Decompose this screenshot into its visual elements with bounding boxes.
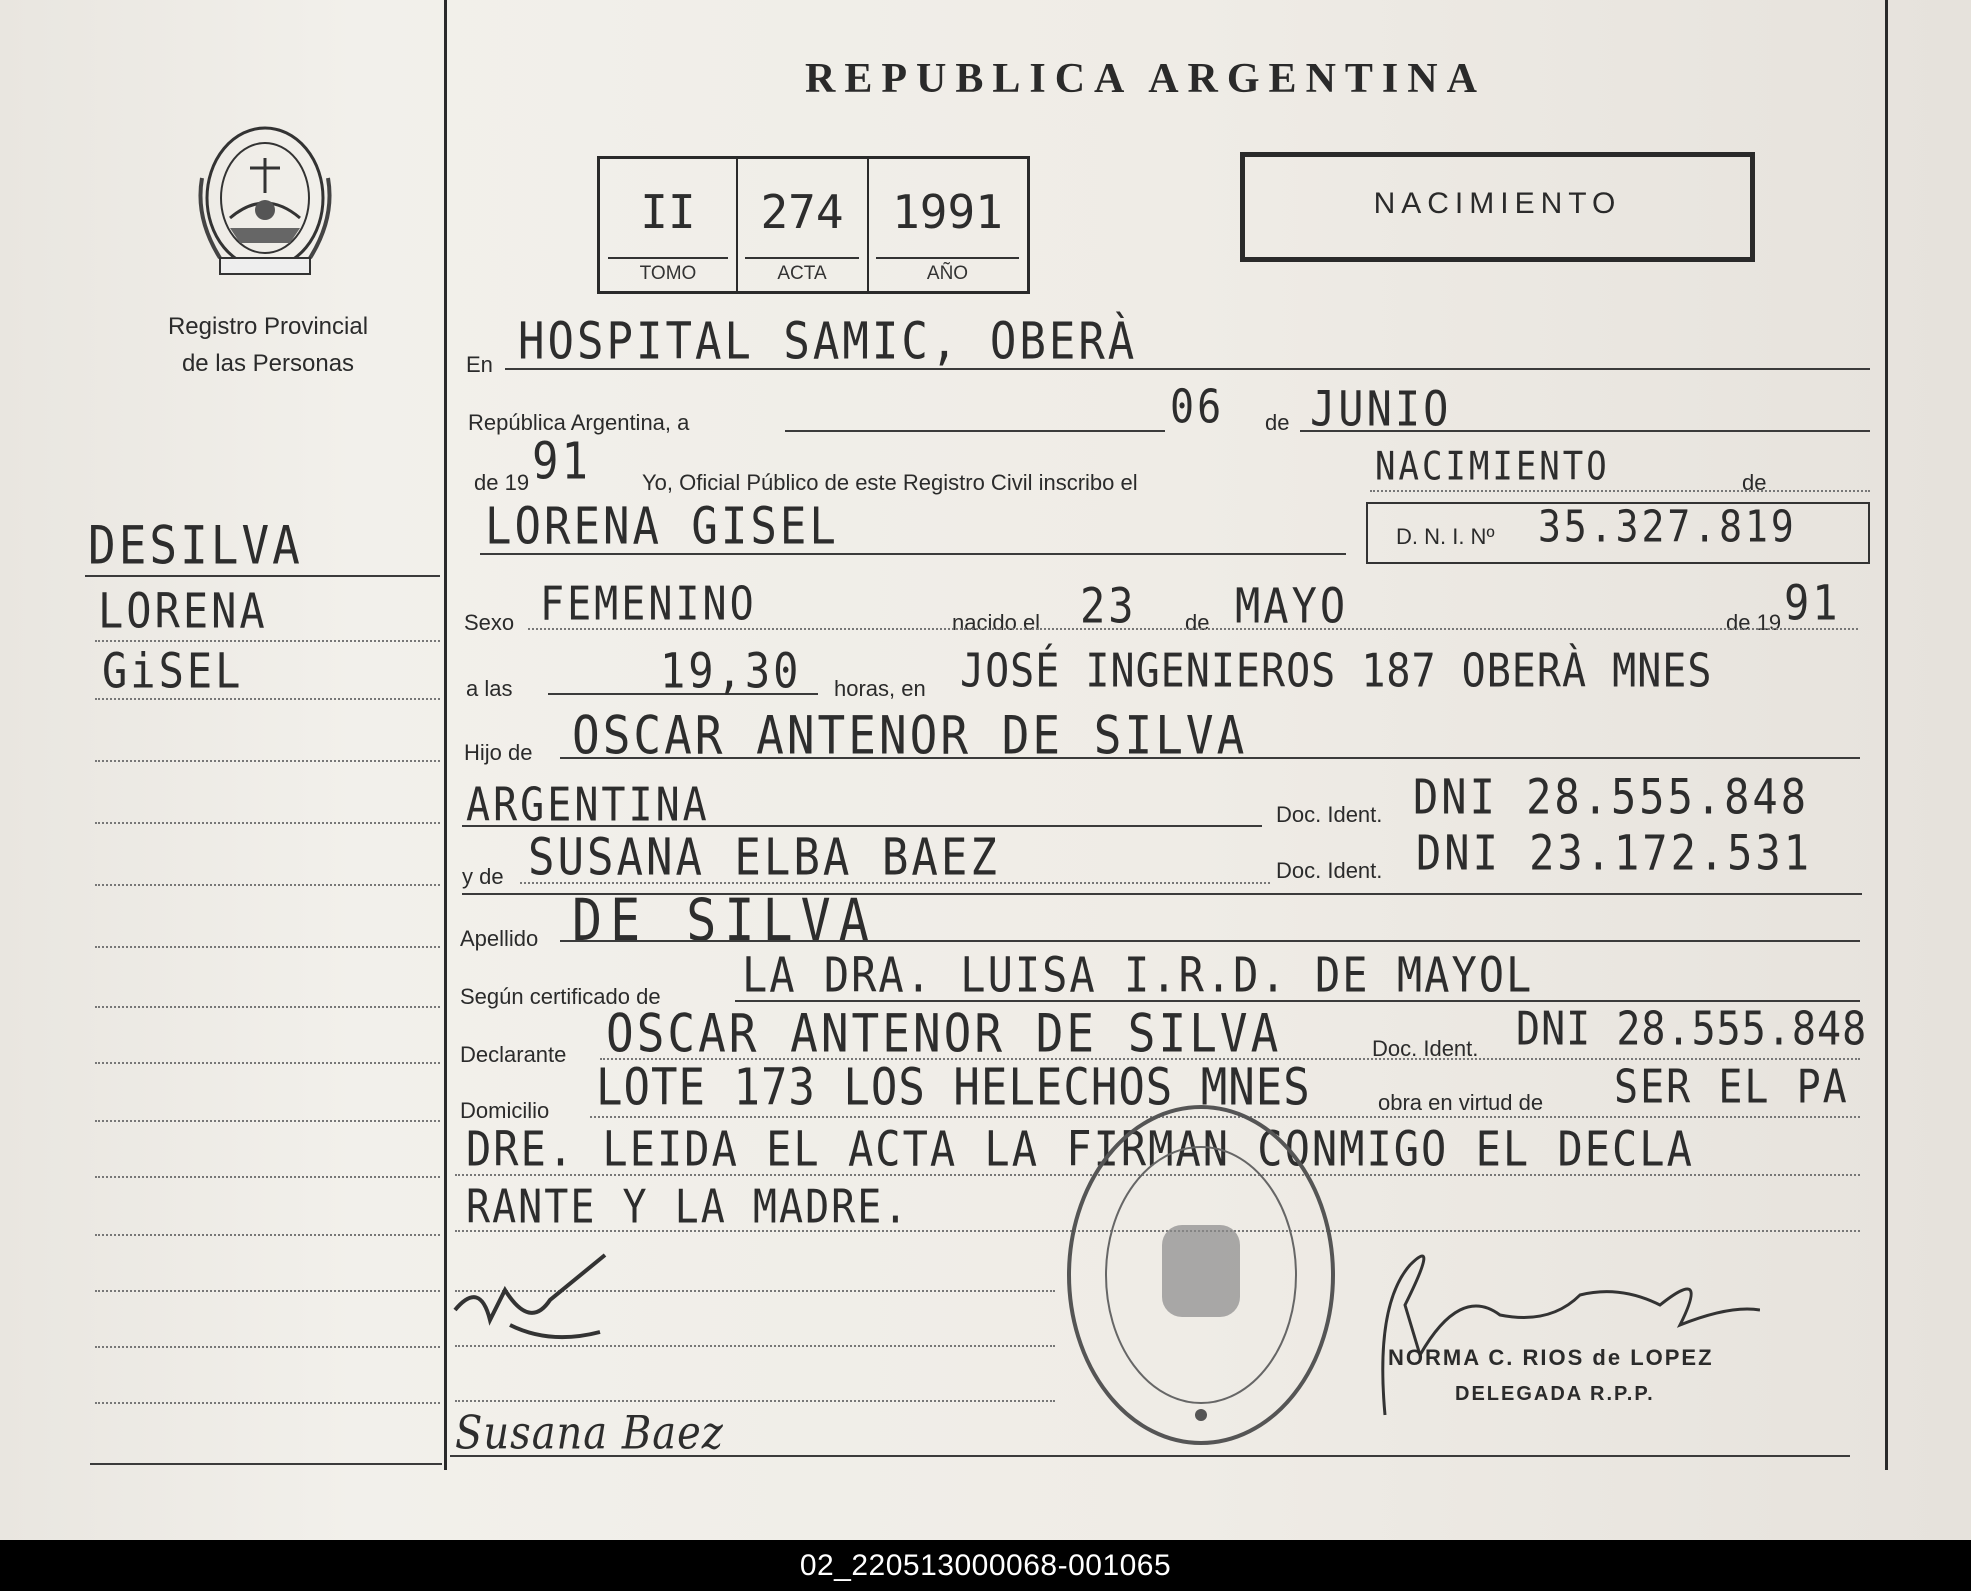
- dni-box: [1366, 502, 1870, 564]
- nat-line: [462, 825, 1262, 827]
- domicilio-label: Domicilio: [460, 1098, 550, 1123]
- act-type-box: [1240, 152, 1755, 262]
- dni-label: D. N. I. Nº: [1396, 524, 1495, 549]
- doc1-label: Doc. Ident.: [1276, 802, 1383, 827]
- nacido-label: nacido el: [952, 610, 1041, 635]
- acta-rule: [745, 257, 859, 259]
- birth-day-value: 23: [1080, 577, 1137, 634]
- act-type-label: NACIMIENTO: [1373, 187, 1622, 220]
- act-kind-value: NACIMIENTO: [1375, 444, 1610, 490]
- apellido-label: Apellido: [460, 926, 539, 951]
- sidebar-line: [95, 822, 440, 824]
- de-label-3: de: [1185, 610, 1210, 635]
- segun-label: Según certificado de: [460, 984, 661, 1009]
- acta-label: ACTA: [777, 263, 827, 284]
- declarant-signature-icon: [450, 1250, 620, 1350]
- sidebar-line: [95, 1062, 440, 1064]
- sidebar-line: [95, 1120, 440, 1122]
- sidebar-line: [95, 1234, 440, 1236]
- act-number-box: [597, 156, 1030, 294]
- sidebar-line: [95, 1402, 440, 1404]
- obs-rule5: [455, 1400, 1055, 1402]
- domicilio-value: LOTE 173 LOS HELECHOS MNES: [596, 1058, 1311, 1117]
- father-doc-value: DNI 28.555.848: [1413, 768, 1810, 825]
- alas-label: a las: [466, 676, 513, 701]
- sidebar-line: [95, 946, 440, 948]
- birth-year-value: 91: [1784, 574, 1841, 631]
- father-value: OSCAR ANTENOR DE SILVA: [572, 703, 1248, 766]
- anio-value: 1991: [892, 185, 1003, 239]
- sidebar-name1: LORENA: [98, 582, 268, 639]
- sidebar-name2: GiSEL: [102, 642, 244, 699]
- birth-time-value: 19,30: [660, 642, 802, 699]
- right-border: [1885, 0, 1888, 1470]
- declarante-doc-value: DNI 28.555.848: [1516, 1003, 1868, 1056]
- apellido-value: DE SILVA: [572, 887, 877, 954]
- child-name-line: [480, 553, 1346, 555]
- hijo-label: Hijo de: [464, 740, 533, 765]
- anio-cell: [868, 159, 1027, 291]
- mother-signature: Susana Baez: [455, 1407, 724, 1460]
- province-seal-icon: [190, 118, 340, 283]
- tomo-rule: [608, 257, 728, 259]
- en-label: En: [466, 352, 493, 377]
- date-line-a: [785, 430, 1165, 432]
- sidebar-line: [95, 1290, 440, 1292]
- declarante-label: Declarante: [460, 1042, 567, 1067]
- sidebar-line: [95, 1006, 440, 1008]
- mother-doc-value: DNI 23.172.531: [1416, 824, 1813, 881]
- dni-value: 35.327.819: [1538, 501, 1797, 552]
- sidebar-line: [95, 698, 440, 700]
- registry-line1: Registro Provincial: [167, 313, 369, 340]
- father-nat-value: ARGENTINA: [466, 779, 710, 832]
- left-divider: [444, 0, 447, 1470]
- father-line: [560, 757, 1860, 759]
- country-title: REPUBLICA ARGENTINA: [805, 56, 1486, 102]
- registry-seal-icon: [1062, 1100, 1340, 1450]
- official-stamp-role: DELEGADA R.P.P.: [1455, 1383, 1655, 1405]
- kind-line: [1370, 490, 1870, 492]
- sidebar-line: [95, 1346, 440, 1348]
- obra-label: obra en virtud de: [1378, 1090, 1544, 1115]
- place-value: HOSPITAL SAMIC, OBERÀ: [518, 312, 1138, 371]
- place-line: [505, 368, 1870, 370]
- obs-line2: RANTE Y LA MADRE.: [466, 1181, 910, 1234]
- republica-label: República Argentina, a: [468, 410, 690, 435]
- birth-place-value: JOSÉ INGENIEROS 187 OBERÀ MNES: [960, 645, 1713, 698]
- registry-name: [118, 308, 418, 382]
- de-label-1: de: [1265, 410, 1290, 435]
- registry-line2: de las Personas: [181, 350, 355, 377]
- de-label-2: de: [1742, 470, 1767, 495]
- day-value: 06: [1170, 381, 1225, 434]
- obs-line1: DRE. LEIDA EL ACTA LA FIRMAN CONMIGO EL DECLA: [466, 1120, 1694, 1177]
- anio-rule: [876, 257, 1019, 259]
- tomo-label: TOMO: [639, 263, 697, 284]
- certificado-value: LA DRA. LUISA I.R.D. DE MAYOL: [742, 946, 1534, 1003]
- sexo-label: Sexo: [464, 610, 515, 635]
- sidebar-line: [95, 760, 440, 762]
- yde-label: y de: [462, 864, 504, 889]
- anio-label: AÑO: [926, 263, 969, 284]
- acta-cell: [737, 159, 869, 291]
- sidebar-line: [95, 1176, 440, 1178]
- sidebar-surname: DESILVA: [88, 513, 303, 576]
- birth-month-value: MAYO: [1235, 577, 1349, 634]
- horas-label: horas, en: [834, 676, 926, 701]
- mother-value: SUSANA ELBA BAEZ: [528, 828, 1000, 887]
- month-value: JUNIO: [1310, 380, 1452, 437]
- doc3-label: Doc. Ident.: [1372, 1036, 1479, 1061]
- sidebar-line: [95, 884, 440, 886]
- apellido-line: [560, 940, 1860, 942]
- acta-value: 274: [760, 185, 844, 239]
- doc2-label: Doc. Ident.: [1276, 858, 1383, 883]
- official-stamp-name: NORMA C. RIOS de LOPEZ: [1388, 1345, 1714, 1370]
- sexo-line: [528, 628, 1858, 630]
- date-line-b: [1300, 430, 1870, 432]
- de19-label: de 19: [474, 470, 530, 495]
- image-code: 02_220513000068-001065: [0, 1540, 1971, 1591]
- de19b-label: de 19: [1726, 610, 1782, 635]
- mother-line: [520, 882, 1270, 884]
- sidebar-rule: [85, 575, 440, 577]
- child-name-value: LORENA GISEL: [485, 497, 839, 556]
- oficial-label: Yo, Oficial Público de este Registro Civil inscribo el: [642, 470, 1138, 495]
- year-suffix-value: 91: [532, 432, 591, 491]
- obra-value: SER EL PA: [1614, 1061, 1849, 1114]
- sidebar-line: [95, 640, 440, 642]
- declarante-value: OSCAR ANTENOR DE SILVA: [606, 1001, 1282, 1064]
- tomo-value: II: [640, 185, 696, 239]
- sidebar-bottom-rule: [90, 1463, 442, 1465]
- tomo-cell: [600, 159, 738, 291]
- sexo-value: FEMENINO: [540, 578, 757, 631]
